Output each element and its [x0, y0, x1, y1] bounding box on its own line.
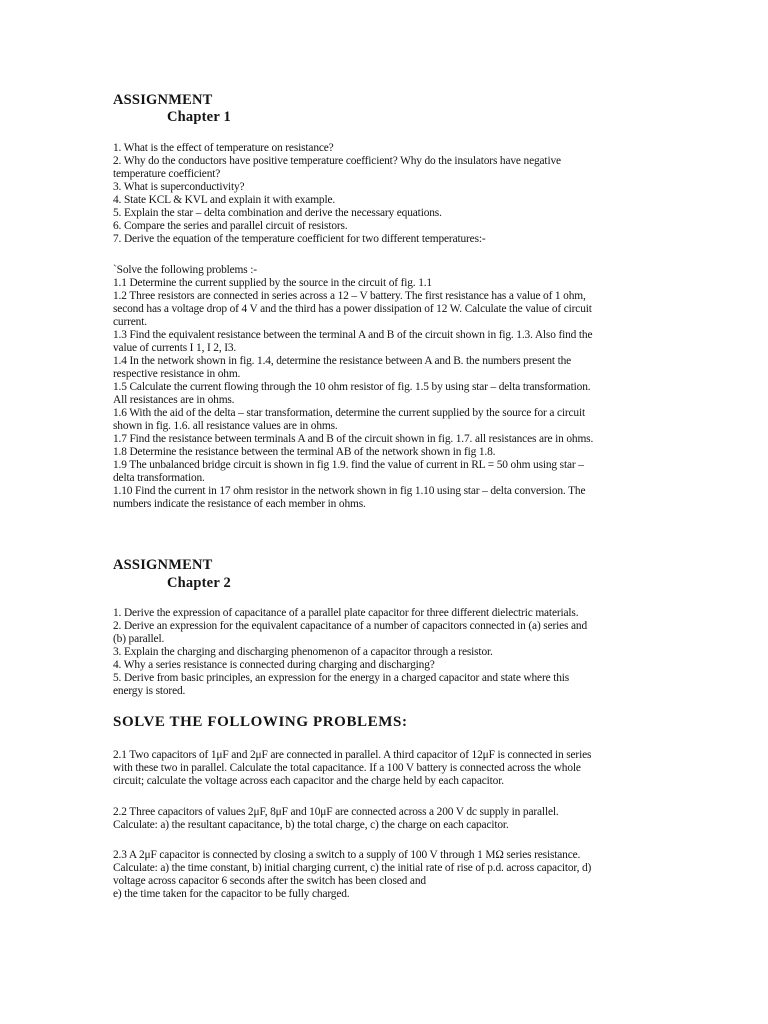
ch2-problem-line: 2.3 A 2μF capacitor is connected by closing a switch to a supply of 100 V through 1 MΩ series resistance.	[113, 849, 581, 861]
ch2-question-line: 5. Derive from basic principles, an expression for the energy in a charged capacitor and state where this	[113, 672, 570, 684]
ch2-question-line: 3. Explain the charging and discharging phenomenon of a capacitor through a resistor.	[113, 646, 493, 658]
ch1-problem-line: 1.6 With the aid of the delta – star transformation, determine the current supplied by the source for a circuit	[113, 407, 586, 419]
ch1-problem-line: 1.1 Determine the current supplied by the source in the circuit of fig. 1.1	[113, 277, 432, 289]
ch2-problem-line: e) the time taken for the capacitor to be fully charged.	[113, 888, 350, 900]
ch1-problem-line: value of currents I 1, I 2, I3.	[113, 342, 237, 354]
ch1-question-line: temperature coefficient?	[113, 168, 221, 180]
ch2-problem-line: voltage across capacitor 6 seconds after the switch has been closed and	[113, 875, 426, 887]
ch2-question-line: 1. Derive the expression of capacitance of a parallel plate capacitor for three different dielectric materials.	[113, 607, 579, 619]
solve-problems-heading: SOLVE THE FOLLOWING PROBLEMS:	[113, 714, 408, 730]
ch1-problem-line: 1.2 Three resistors are connected in series across a 12 – V battery. The first resistance has a value of 1 ohm,	[113, 290, 586, 302]
ch1-question-line: 4. State KCL & KVL and explain it with example.	[113, 194, 336, 206]
ch1-problem-line: delta transformation.	[113, 472, 205, 484]
chapter-1-heading: Chapter 1	[167, 109, 231, 125]
ch1-problem-line: 1.10 Find the current in 17 ohm resistor in the network shown in fig 1.10 using star – delta conversion. The	[113, 485, 586, 497]
ch2-problem-line: 2.1 Two capacitors of 1μF and 2μF are connected in parallel. A third capacitor of 12μF is connected in series	[113, 749, 592, 761]
ch1-problem-line: 1.3 Find the equivalent resistance between the terminal A and B of the circuit shown in fig. 1.3. Also find the	[113, 329, 593, 341]
ch2-question-line: 4. Why a series resistance is connected during charging and discharging?	[113, 659, 435, 671]
ch1-question-line: 3. What is superconductivity?	[113, 181, 245, 193]
ch1-problems-intro: `Solve the following problems :-	[113, 264, 257, 276]
ch1-question-line: 1. What is the effect of temperature on resistance?	[113, 142, 334, 154]
assignment-title-ch2: ASSIGNMENT	[113, 557, 213, 573]
ch1-problem-line: 1.4 In the network shown in fig. 1.4, determine the resistance between A and B. the numbers present the	[113, 355, 572, 367]
ch1-problem-line: 1.8 Determine the resistance between the terminal AB of the network shown in fig 1.8.	[113, 446, 496, 458]
ch1-problem-line: second has a voltage drop of 4 V and the third has a power dissipation of 12 W. Calculate the value of circuit	[113, 303, 592, 315]
ch2-problem-line: Calculate: a) the time constant, b) initial charging current, c) the initial rate of rise of p.d. across capacitor, d)	[113, 862, 592, 874]
ch1-question-line: 2. Why do the conductors have positive temperature coefficient? Why do the insulators have negative	[113, 155, 561, 167]
ch2-problem-line: Calculate: a) the resultant capacitance, b) the total charge, c) the charge on each capacitor.	[113, 819, 509, 831]
ch2-question-line: (b) parallel.	[113, 633, 165, 645]
ch1-question-line: 7. Derive the equation of the temperature coefficient for two different temperatures:-	[113, 233, 486, 245]
chapter-2-heading: Chapter 2	[167, 575, 231, 591]
ch1-problem-line: respective resistance in ohm.	[113, 368, 241, 380]
ch1-problem-line: numbers indicate the resistance of each member in ohms.	[113, 498, 366, 510]
ch1-question-line: 5. Explain the star – delta combination and derive the necessary equations.	[113, 207, 442, 219]
ch1-problem-line: 1.7 Find the resistance between terminals A and B of the circuit shown in fig. 1.7. all resistances are in ohms.	[113, 433, 594, 445]
ch1-problem-line: 1.5 Calculate the current flowing through the 10 ohm resistor of fig. 1.5 by using star – delta transformation.	[113, 381, 591, 393]
ch2-question-line: energy is stored.	[113, 685, 186, 697]
ch1-problem-line: current.	[113, 316, 147, 328]
ch2-problem-line: with these two in parallel. Calculate the total capacitance. If a 100 V battery is connected across the whole	[113, 762, 581, 774]
ch2-problem-line: circuit; calculate the voltage across each capacitor and the charge held by each capacitor.	[113, 775, 504, 787]
ch2-problem-line: 2.2 Three capacitors of values 2μF, 8μF and 10μF are connected across a 200 V dc supply in parallel.	[113, 806, 559, 818]
ch1-question-line: 6. Compare the series and parallel circuit of resistors.	[113, 220, 348, 232]
ch1-problem-line: shown in fig. 1.6. all resistance values are in ohms.	[113, 420, 338, 432]
ch1-problem-line: 1.9 The unbalanced bridge circuit is shown in fig 1.9. find the value of current in RL = 50 ohm using star –	[113, 459, 584, 471]
ch2-question-line: 2. Derive an expression for the equivalent capacitance of a number of capacitors connected in (a) series and	[113, 620, 588, 632]
assignment-title-ch1: ASSIGNMENT	[113, 92, 213, 108]
ch1-problem-line: All resistances are in ohms.	[113, 394, 235, 406]
